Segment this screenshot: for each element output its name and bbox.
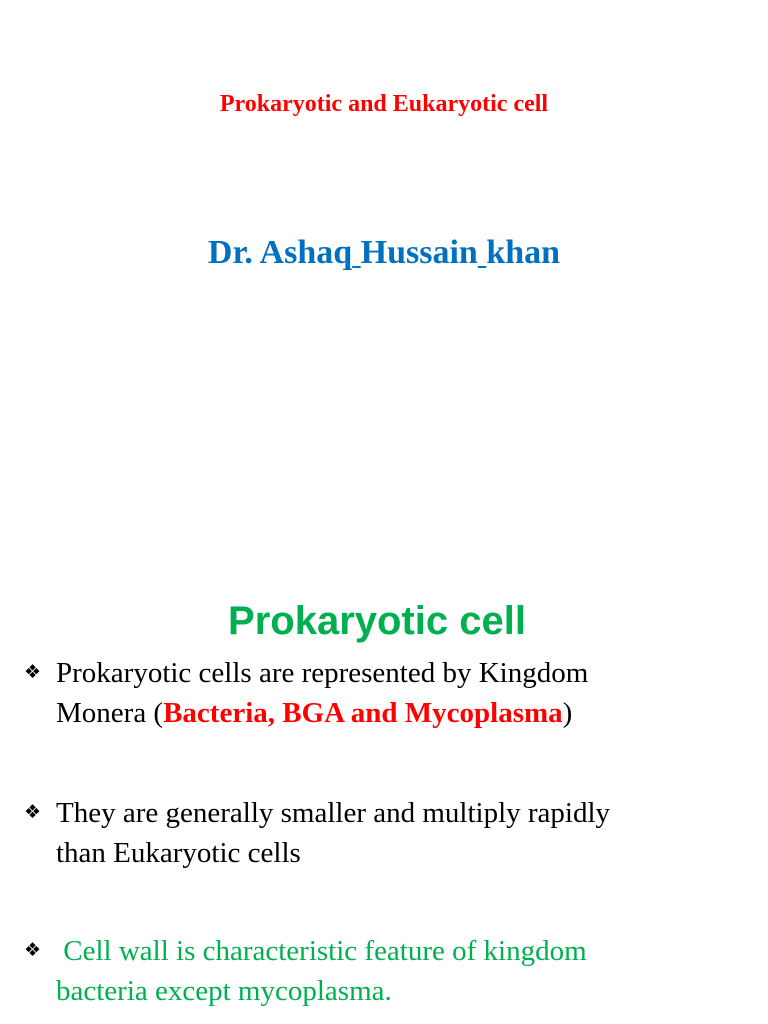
author-name-part: Hussain xyxy=(360,234,478,271)
bullet-line xyxy=(24,652,744,693)
diamond-bullet-icon: ❖ xyxy=(24,661,42,683)
bullet-text: Prokaryotic cells are represented by Kingdom xyxy=(56,657,589,689)
bullet-item xyxy=(24,652,744,733)
slide-title: Prokaryotic and Eukaryotic cell xyxy=(219,91,549,117)
bullet-text: bacteria except mycoplasma. xyxy=(56,975,392,1007)
author-name xyxy=(0,234,768,272)
author-underlined-space xyxy=(352,234,361,271)
author-name-part: Dr. Ashaq xyxy=(207,234,353,271)
author-name-part: khan xyxy=(486,234,561,271)
highlighted-text: Bacteria, BGA and Mycoplasma xyxy=(163,697,563,729)
section-heading: Prokaryotic cell xyxy=(228,599,526,643)
bullet-line xyxy=(24,792,744,833)
bullet-line xyxy=(24,693,744,733)
bullet-item xyxy=(24,930,744,1011)
bullet-text: Cell wall is characteristic feature of kingdom xyxy=(56,935,587,967)
bullet-item xyxy=(24,792,744,873)
content-slide xyxy=(0,512,768,1024)
bullet-text: ) xyxy=(562,697,573,729)
bullet-text: They are generally smaller and multiply rapidly xyxy=(56,797,611,829)
bullet-text: than Eukaryotic cells xyxy=(56,837,301,869)
diamond-bullet-icon: ❖ xyxy=(24,801,42,823)
bullet-line xyxy=(24,930,744,971)
bullet-text: Monera ( xyxy=(56,697,164,729)
diamond-bullet-icon: ❖ xyxy=(24,939,42,961)
